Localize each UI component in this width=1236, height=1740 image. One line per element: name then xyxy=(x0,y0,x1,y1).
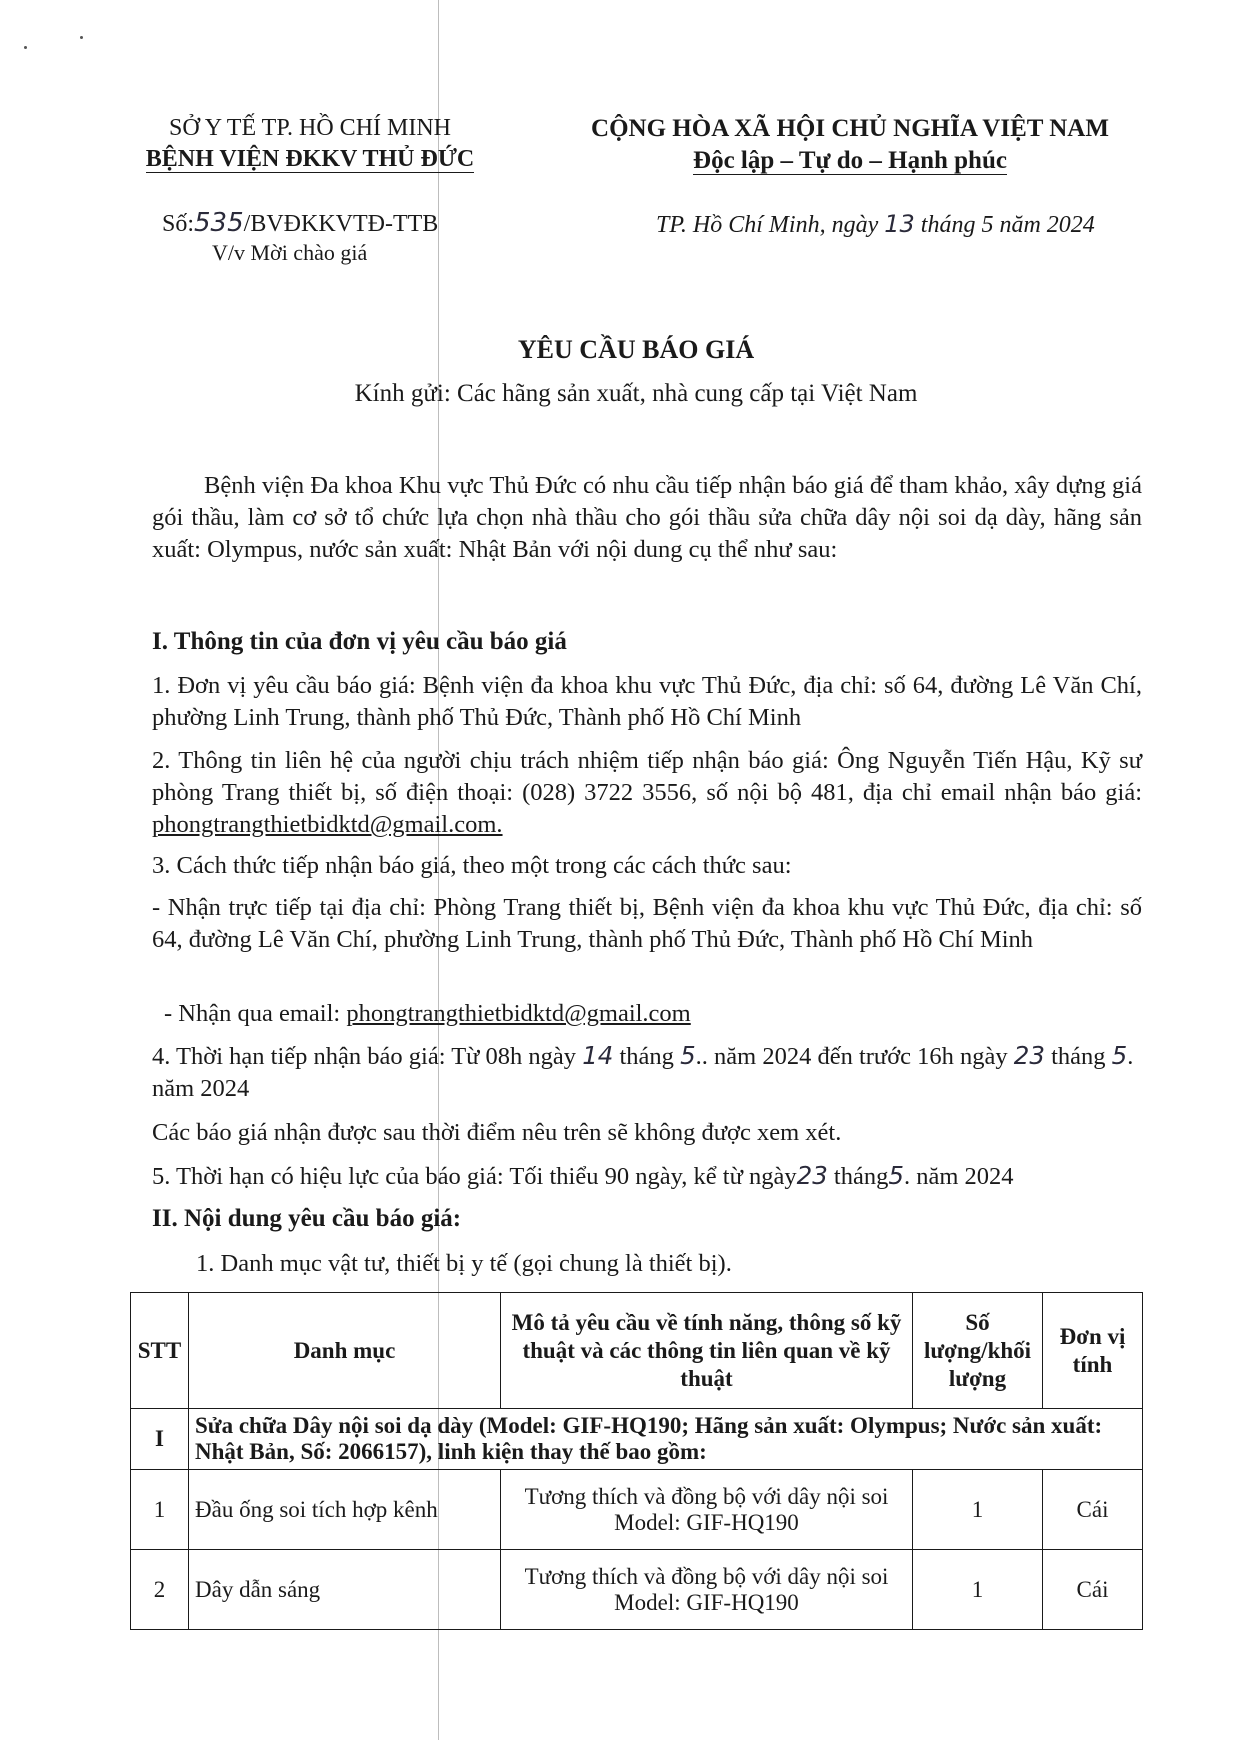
doc-number: Số:535/BVĐKKVTĐ-TTB xyxy=(162,208,439,238)
doc-subject: V/v Mời chào giá xyxy=(212,240,368,265)
header-description: Mô tả yêu cầu về tính năng, thông số kỹ thuật và các thông tin liên quan về kỹ thuật xyxy=(501,1293,913,1409)
section1-item4: 4. Thời hạn tiếp nhận báo giá: Từ 08h ngày 14 tháng 5.. năm 2024 đến trước 16h ngày 23 tháng 5. năm 2024 xyxy=(152,1041,1134,1102)
section1-item1: 1. Đơn vị yêu cầu báo giá: Bệnh viện đa khoa khu vực Thủ Đức, địa chỉ: số 64, đường Lê Văn Chí, phường Linh Trung, thành phố Thủ Đức, Thành phố Hồ Chí Minh xyxy=(152,672,1142,731)
section1-item3-email: - Nhận qua email: phongtrangthietbidktd@gmail.com xyxy=(164,1000,691,1027)
group-stt: I xyxy=(131,1409,189,1470)
section1-heading: I. Thông tin của đơn vị yêu cầu báo giá xyxy=(152,628,567,655)
motto: Độc lập – Tự do – Hạnh phúc xyxy=(693,147,1007,174)
contact-email-link[interactable]: phongtrangthietbidktd@gmail.com. xyxy=(152,811,503,838)
section1-item2: 2. Thông tin liên hệ của người chịu trách nhiệm tiếp nhận báo giá: Ông Nguyễn Tiến Hậu, Kỹ sư phòng Trang thiết bị, số điện thoại: (028) 3722 3556, số nội bộ 481, địa chỉ email nhận báo giá: phongtrangthietbidktd@gmail.com. xyxy=(152,747,1142,838)
section1-item3: 3. Cách thức tiếp nhận báo giá, theo một trong các cách thức sau: xyxy=(152,852,792,879)
country-name: CỘNG HÒA XÃ HỘI CHỦ NGHĨA VIỆT NAM xyxy=(591,115,1109,142)
doc-date: TP. Hồ Chí Minh, ngày 13 tháng 5 năm 2024 xyxy=(656,210,1095,238)
header-quantity: Số lượng/khối lượng xyxy=(913,1293,1043,1409)
section1-item5: 5. Thời hạn có hiệu lực của báo giá: Tối thiểu 90 ngày, kể từ ngày23 tháng5. năm 2024 xyxy=(152,1161,1014,1190)
section2-sub1: 1. Danh mục vật tư, thiết bị y tế (gọi chung là thiết bị). xyxy=(196,1250,732,1277)
org-name: BỆNH VIỆN ĐKKV THỦ ĐỨC xyxy=(145,146,475,172)
table-row: 2 Dây dẫn sáng Tương thích và đồng bộ với dây nội soi Model: GIF-HQ190 1 Cái xyxy=(131,1550,1143,1630)
doc-title: YÊU CẦU BÁO GIÁ xyxy=(517,335,755,364)
recipient-line: Kính gửi: Các hãng sản xuất, nhà cung cấp tại Việt Nam xyxy=(354,380,918,407)
table-group-row xyxy=(131,1409,1143,1470)
submission-email-link[interactable]: phongtrangthietbidktd@gmail.com xyxy=(346,1000,691,1027)
items-table xyxy=(130,1292,1143,1630)
scan-speck xyxy=(80,36,83,39)
table-row: 1 Đầu ống soi tích hợp kênh Tương thích và đồng bộ với dây nội soi Model: GIF-HQ190 1 Cái xyxy=(131,1470,1143,1550)
doc-number-handwritten: 535 xyxy=(194,208,244,238)
table-header-row xyxy=(131,1293,1143,1409)
section1-item3-direct: - Nhận trực tiếp tại địa chỉ: Phòng Trang thiết bị, Bệnh viện đa khoa khu vực Thủ Đức, địa chỉ: số 64, đường Lê Văn Chí, phường Linh Trung, thành phố Thủ Đức, Thành phố Hồ Chí Minh xyxy=(152,894,1142,953)
header-category: Danh mục xyxy=(189,1293,501,1409)
group-text: Sửa chữa Dây nội soi dạ dày (Model: GIF-HQ190; Hãng sản xuất: Olympus; Nước sản xuất: Nhật Bản, Số: 2066157), linh kiện thay thế bao gồm: xyxy=(189,1409,1143,1470)
header-unit: Đơn vị tính xyxy=(1043,1293,1143,1409)
header-left xyxy=(110,115,510,173)
header-stt: STT xyxy=(131,1293,189,1409)
date-day-handwritten: 13 xyxy=(884,210,915,238)
date-month: 5 xyxy=(981,212,994,238)
header-right xyxy=(530,115,1170,175)
scan-speck xyxy=(24,46,27,49)
intro-paragraph: Bệnh viện Đa khoa Khu vực Thủ Đức có nhu cầu tiếp nhận báo giá để tham khảo, xây dựng giá gói thầu, làm cơ sở tổ chức lựa chọn nhà thầu cho gói thầu sửa chữa dây nội soi dạ dày, hãng sản xuất: Olympus, nước sản xuất: Nhật Bản với nội dung cụ thể như sau: xyxy=(152,472,1142,563)
late-submission-note: Các báo giá nhận được sau thời điểm nêu trên sẽ không được xem xét. xyxy=(152,1119,842,1146)
section2-heading: II. Nội dung yêu cầu báo giá: xyxy=(152,1205,462,1232)
org-parent: SỞ Y TẾ TP. HỒ CHÍ MINH xyxy=(168,115,452,141)
